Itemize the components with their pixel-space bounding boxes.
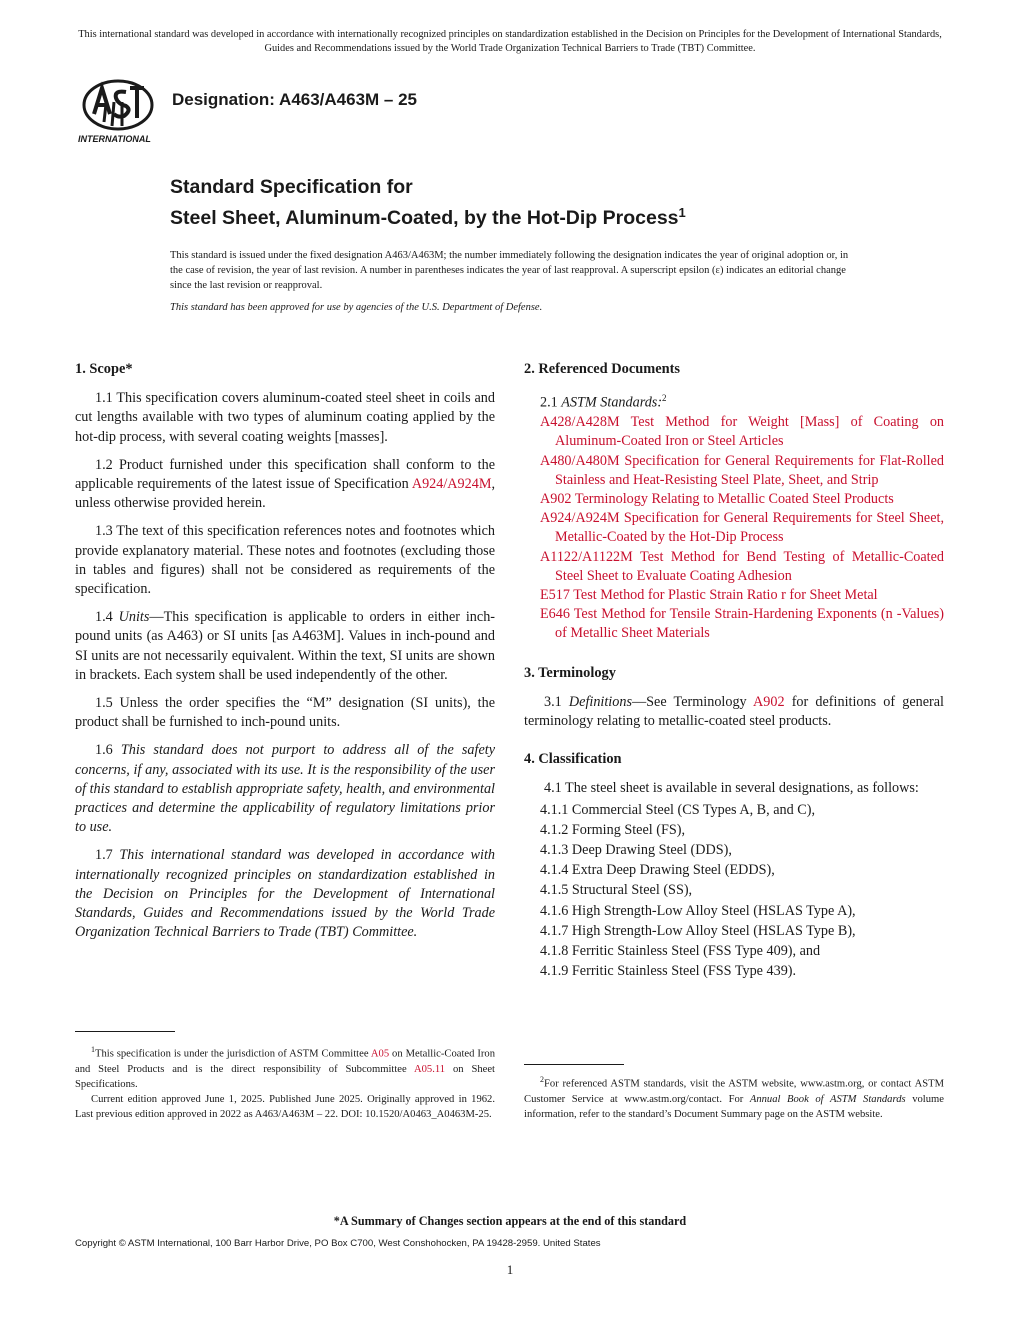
ref-item[interactable] — [524, 509, 944, 547]
footnote-1-mid: on Metallic-Coated Iron and Steel Products and is the direct responsibility of Subcommittee — [75, 1048, 495, 1075]
page-number: 1 — [506, 1262, 514, 1277]
ref-item-code[interactable]: A1122/A1122M — [540, 548, 633, 565]
scope-heading: 1. Scope* — [75, 361, 133, 377]
footnote-2 — [524, 1072, 944, 1122]
ref-item-code[interactable]: A902 — [540, 490, 572, 507]
ref-item-code[interactable]: E646 — [540, 606, 570, 623]
designation: Designation: A463/A463M – 25 — [172, 90, 418, 109]
ref-item-code[interactable]: A428/A428M — [540, 414, 620, 431]
classification-item: 4.1.7 High Strength-Low Alloy Steel (HSLAS Type B), — [540, 922, 856, 939]
scope-1-7-num: 1.7 — [95, 847, 120, 864]
scope-1-4 — [75, 608, 495, 685]
dod-note: This standard has been approved for use by agencies of the U.S. Department of Defense. — [170, 302, 543, 313]
footnote-2-italic: Annual Book of ASTM Standards — [749, 1093, 906, 1105]
astm-logo-icon — [74, 78, 164, 148]
ref-item-title[interactable]: Test Method for Plastic Strain Ratio r for Sheet Metal — [573, 586, 878, 603]
copyright: Copyright © ASTM International, 100 Barr Harbor Drive, PO Box C700, West Conshohocken, PA 19428-2959. United States — [75, 1238, 601, 1249]
ref-item-title[interactable]: Terminology Relating to Metallic Coated Steel Products — [574, 490, 894, 507]
referenced-heading: 2. Referenced Documents — [524, 361, 680, 377]
classification-item: 4.1.9 Ferritic Stainless Steel (FSS Type 439). — [540, 963, 797, 980]
scope-1-6-num: 1.6 — [95, 742, 121, 759]
scope-1-7-italic: This international standard was developed in accordance with internationally recognized principles on standardization established in the Decision on Principles for the Development of International Standards, Guides and Recommendations issued by the World Trade Organization Technical Barriers to Trade (TBT) Committee. — [75, 847, 495, 941]
classification-item: 4.1.6 High Strength-Low Alloy Steel (HSLAS Type A), — [540, 902, 856, 919]
subhead-italic: ASTM Standards: — [561, 394, 663, 411]
title-line-1: Standard Specification for — [170, 176, 413, 198]
scope-1-1: 1.1 This specification covers aluminum-coated steel sheet in coils and cut lengths available with two types of aluminum coating applied by the hot-dip process, with several coating weights [masses]. — [75, 390, 495, 445]
ref-item[interactable] — [524, 413, 944, 451]
classification-item: 4.1.5 Structural Steel (SS), — [540, 882, 693, 899]
classification-item: 4.1.3 Deep Drawing Steel (DDS), — [540, 842, 732, 858]
ref-item-title[interactable]: Test Method for Bend Testing of Metallic-Coated Steel Sheet to Evaluate Coating Adhesion — [555, 548, 945, 584]
classification-intro: 4.1 The steel sheet is available in several designations, as follows: — [544, 780, 919, 797]
scope-1-4-italic: Units — [118, 609, 150, 626]
astm-standards-subhead — [524, 389, 944, 413]
terminology-italic: Definitions — [568, 693, 632, 710]
scope-1-6-italic: This standard does not purport to address all of the safety concerns, if any, associated with its use. It is the responsibility of the user of this standard to establish appropriate safety, health, and environmental practices and determine the applicability of regulatory limitations prior to use. — [75, 742, 495, 836]
link-a05[interactable]: A05 — [370, 1048, 390, 1060]
footnote-2-post: volume information, refer to the standard’s Document Summary page on the ASTM website. — [524, 1093, 944, 1120]
title-footnote-mark: 1 — [678, 205, 686, 220]
ref-item-title[interactable]: Test Method for Weight [Mass] of Coating on Aluminum-Coated Iron or Steel Articles — [555, 414, 945, 450]
terminology-num: 3.1 — [544, 693, 569, 710]
footnote-rule-left — [75, 1031, 175, 1032]
left-column — [75, 360, 495, 951]
scope-1-4-num: 1.4 — [95, 609, 119, 626]
ref-item-code[interactable]: A924/A924M — [540, 510, 620, 527]
terminology-post: for definitions of general terminology relating to metallic-coated steel products. — [524, 693, 944, 729]
footnote-rule-right — [524, 1064, 624, 1065]
ref-item[interactable] — [524, 586, 944, 605]
footnote-2-pre: For referenced ASTM standards, visit the ASTM website, www.astm.org, or contact ASTM Customer Service at www.astm.org/contact. For — [524, 1078, 944, 1105]
ref-item[interactable] — [524, 490, 944, 509]
classification-item: 4.1.8 Ferritic Stainless Steel (FSS Type 409), and — [540, 943, 821, 960]
title-line-2 — [170, 200, 686, 231]
terminology-3-1 — [524, 693, 944, 731]
footnote-1 — [75, 1042, 495, 1122]
footnote-1-post: on Sheet Specifications. — [75, 1063, 495, 1090]
ref-item[interactable] — [524, 605, 944, 643]
footnote-1-edition: Current edition approved June 1, 2025. Published June 2025. Originally approved in 1962. Last previous edition approved in 2022 as A463/A463M – 22. DOI: 10.1520/A0463_A0463M-25. — [75, 1093, 495, 1120]
logo-text: INTERNATIONAL — [78, 134, 151, 144]
ref-item-title[interactable]: Test Method for Tensile Strain-Hardening Exponents (n -Values) of Metallic Sheet Materials — [555, 606, 945, 642]
issue-note: This standard is issued under the fixed designation A463/A463M; the number immediately following the designation indicates the year of original adoption or, in the case of revision, the year of last revision. A number in parentheses indicates the year of last reapproval. A superscript epsilon (ε) indicates an editorial change since the last revision or reapproval. — [170, 250, 849, 291]
classification-item: 4.1.2 Forming Steel (FS), — [540, 821, 686, 838]
footnote-1-mark: 1 — [91, 1045, 95, 1054]
ref-item-code[interactable]: E517 — [540, 586, 570, 603]
ref-item-title[interactable]: Specification for General Requirements for Flat-Rolled Stainless and Heat-Resisting Steel Plate, Sheet, and Strip — [555, 452, 944, 488]
scope-1-5: 1.5 Unless the order specifies the “M” designation (SI units), the product shall be furnished to inch-pound units. — [75, 695, 495, 731]
ref-item-title[interactable]: Specification for General Requirements for Steel Sheet, Metallic-Coated by the Hot-Dip Process — [555, 510, 944, 546]
classification-item: 4.1.4 Extra Deep Drawing Steel (EDDS), — [540, 862, 775, 879]
classification-item: 4.1.1 Commercial Steel (CS Types A, B, and C), — [540, 801, 815, 818]
scope-1-2 — [75, 456, 495, 514]
scope-1-4-text: —This specification is applicable to orders in either inch-pound units (as A463) or SI units [as A463M]. Values in inch-pound and SI units are not necessarily equivalent. Within the text, SI units are shown in brackets. Each system shall be used independently of the other. — [75, 609, 496, 683]
top-notice: This international standard was developed in accordance with internationally recognized principles on standardization established in the Decision on Principles for the Development of International Standards, Guides and Recommendations issued by the World Trade Organization Technical Barriers to Trade (TBT) Committee. — [78, 29, 942, 54]
link-a05-11[interactable]: A05.11 — [413, 1063, 446, 1075]
summary-note: *A Summary of Changes section appears at the end of this standard — [333, 1214, 687, 1228]
footnote-2-text — [524, 1072, 944, 1122]
footnote-2-mark: 2 — [540, 1075, 544, 1084]
terminology-pre: —See Terminology — [631, 693, 754, 710]
ref-item[interactable] — [524, 452, 944, 490]
title-line-2-text: Steel Sheet, Aluminum-Coated, by the Hot-Dip Process — [170, 207, 679, 229]
scope-1-6 — [75, 741, 495, 837]
astm-logo — [74, 78, 164, 148]
scope-1-2-pre: 1.2 Product furnished under this specification shall conform to the applicable requirements of the latest issue of Specification — [75, 456, 495, 493]
terminology-heading: 3. Terminology — [524, 664, 616, 681]
subhead-mark: 2 — [662, 393, 667, 404]
link-a902[interactable]: A902 — [753, 693, 785, 710]
footnote-1-text — [75, 1042, 495, 1092]
scope-1-2-post: , unless otherwise provided herein. — [75, 476, 495, 512]
ref-item-code[interactable]: A480/A480M — [540, 452, 620, 469]
ref-item[interactable] — [524, 548, 944, 586]
right-column — [524, 360, 944, 981]
subhead-num: 2.1 — [540, 394, 562, 411]
scope-1-3: 1.3 The text of this specification references notes and footnotes which provide explanatory material. These notes and footnotes (excluding those in tables and figures) shall not be considered as requirements of the specification. — [75, 523, 495, 598]
classification-heading: 4. Classification — [524, 751, 622, 768]
footnote-1-pre: This specification is under the jurisdiction of ASTM Committee — [95, 1048, 371, 1060]
scope-1-7 — [75, 846, 495, 942]
link-a924[interactable]: A924/A924M — [411, 476, 492, 493]
document-title — [170, 174, 686, 231]
